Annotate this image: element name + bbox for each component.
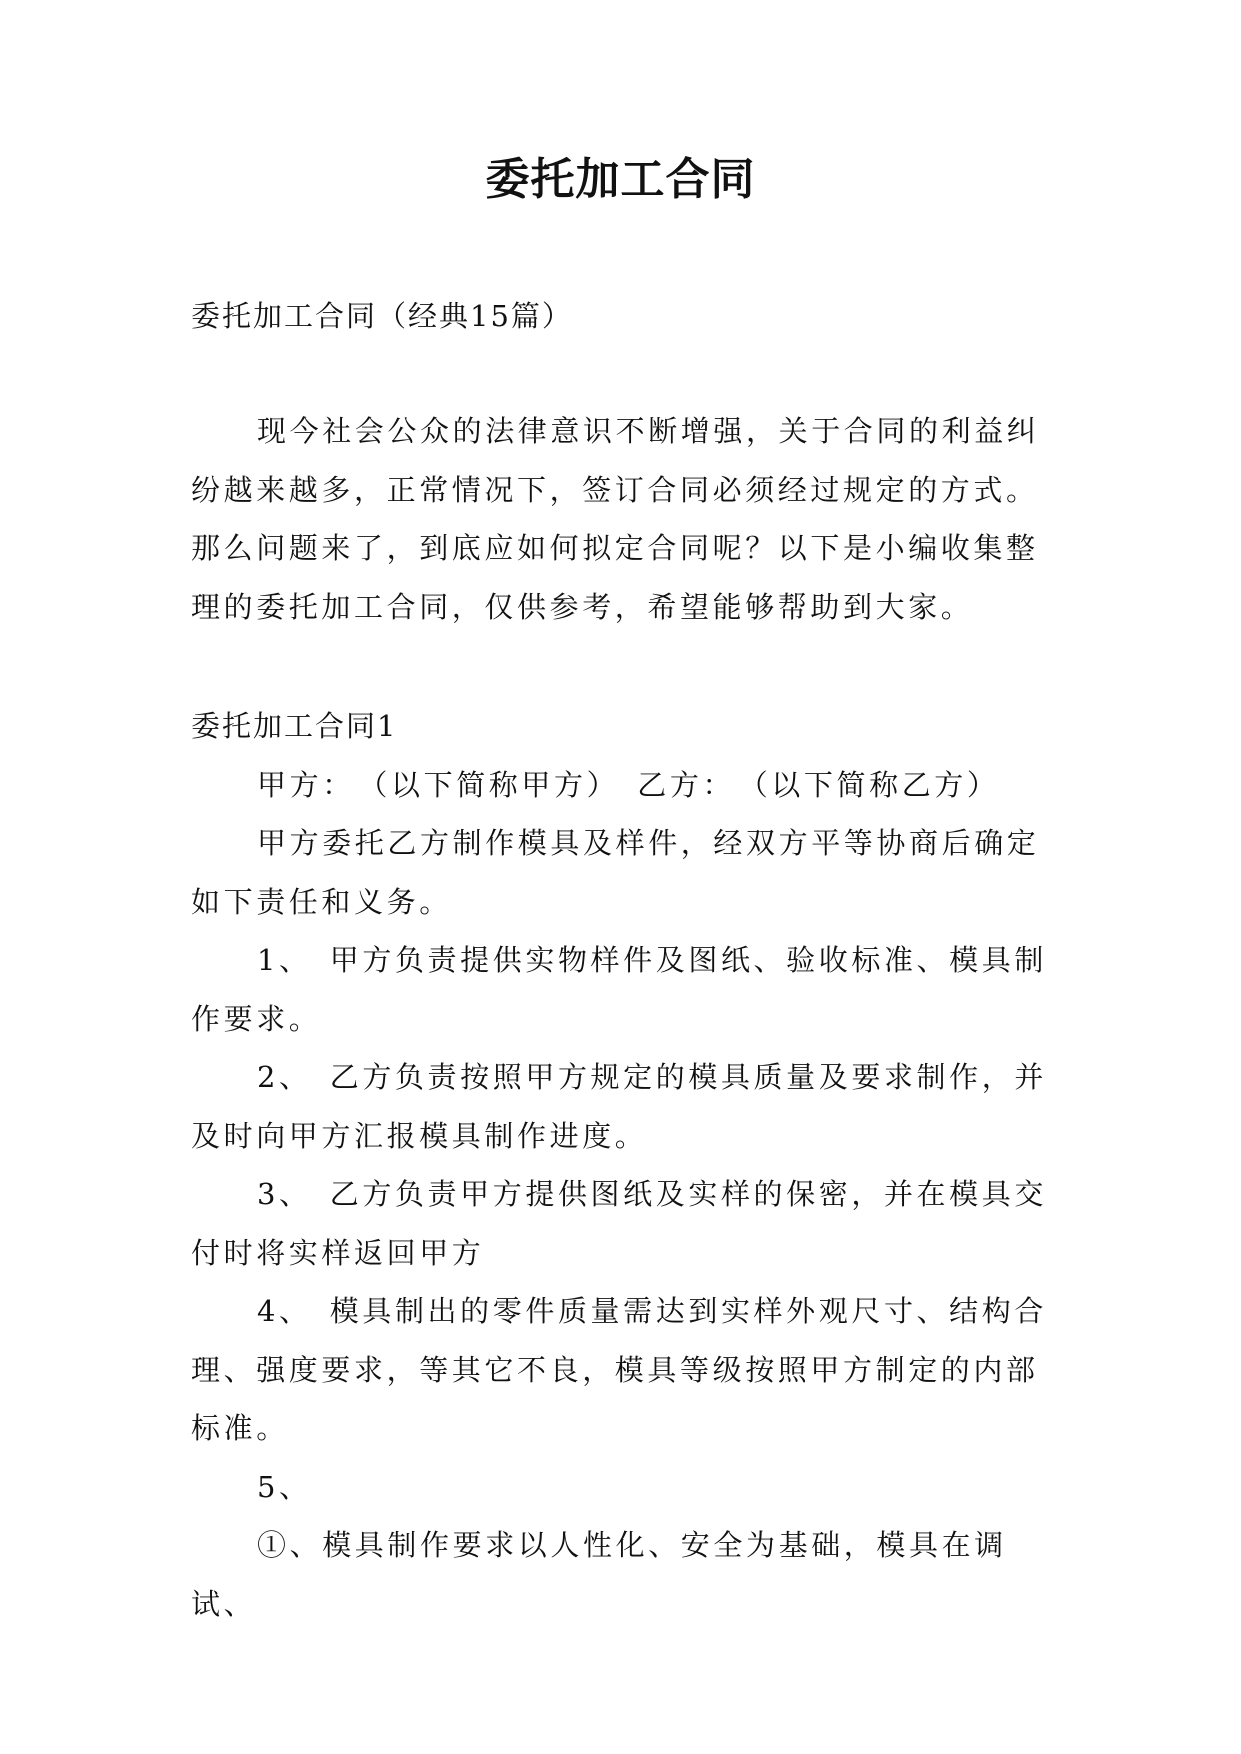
intro-block — [191, 402, 1061, 636]
clause-4: 4、 模具制出的零件质量需达到实样外观尺寸、结构合理、强度要求，等其它不良，模具等级按照甲方制定的内部标准。 — [191, 1294, 1047, 1445]
section-heading: 委托加工合同1 — [191, 709, 398, 743]
clause-5: 5、 — [257, 1469, 312, 1504]
parties-line: 甲方： （以下简称甲方） 乙方： （以下简称乙方） — [257, 767, 1000, 802]
clause-3: 3、 乙方负责甲方提供图纸及实样的保密，并在模具交付时将实样返回甲方 — [191, 1177, 1047, 1270]
clause-1: 1、 甲方负责提供实物样件及图纸、验收标准、模具制作要求。 — [191, 943, 1047, 1036]
contract-section-1 — [191, 697, 1061, 1633]
document-subtitle: 委托加工合同（经典15篇） — [191, 299, 573, 333]
intro-paragraph: 现今社会公众的法律意识不断增强，关于合同的利益纠纷越来越多，正常情况下，签订合同必须经过规定的方式。那么问题来了，到底应如何拟定合同呢？以下是小编收集整理的委托加工合同，仅供参考，希望能够帮助到大家。 — [191, 414, 1040, 624]
preamble-paragraph: 甲方委托乙方制作模具及样件，经双方平等协商后确定如下责任和义务。 — [191, 826, 1040, 919]
clause-2: 2、 乙方负责按照甲方规定的模具质量及要求制作，并及时向甲方汇报模具制作进度。 — [191, 1060, 1047, 1153]
document-title: 委托加工合同 — [485, 154, 756, 205]
clause-5-sub-1: ①、模具制作要求以人性化、安全为基础，模具在调试、 — [191, 1528, 1007, 1621]
